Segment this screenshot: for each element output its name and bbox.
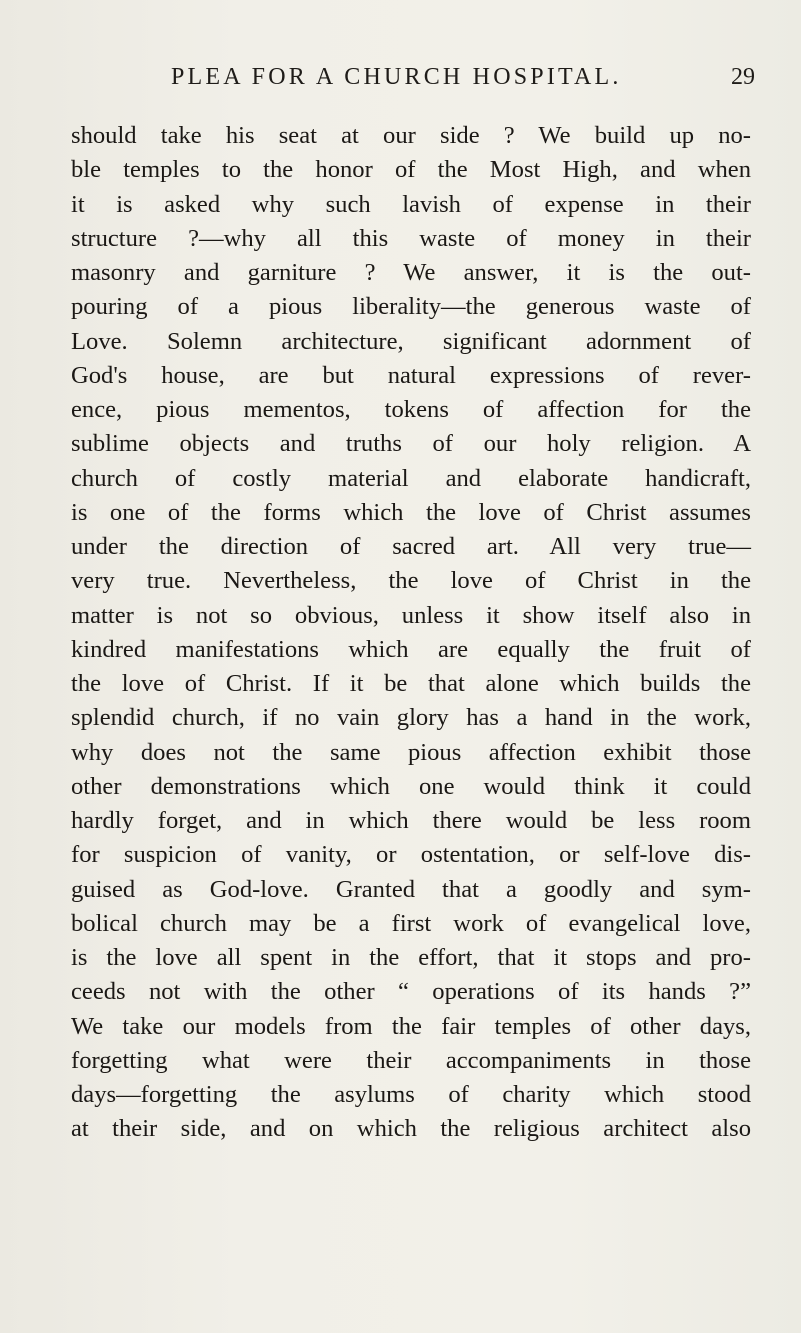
text-line: ble temples to the honor of the Most High, and when: [71, 156, 751, 184]
text-line: masonry and garniture ? We answer, it is the out-: [71, 259, 751, 286]
text-line: kindred manifestations which are equally the fruit of: [71, 635, 751, 663]
text-line: days—forgetting the asylums of charity which stood: [71, 1081, 751, 1108]
text-line: for suspicion of vanity, or ostentation, or self-love dis-: [71, 841, 751, 869]
text-line: it is asked why such lavish of expense in their: [71, 190, 751, 218]
text-line: sublime objects and truths of our holy religion. A: [71, 430, 751, 458]
text-line: God's house, are but natural expressions of rever-: [71, 361, 751, 389]
text-line: under the direction of sacred art. All very true—: [71, 533, 751, 560]
text-line: ence, pious mementos, tokens of affection for the: [71, 396, 751, 423]
text-line: bolical church may be a first work of evangelical love,: [71, 909, 751, 937]
text-line: church of costly material and elaborate handicraft,: [71, 464, 751, 492]
text-line: guised as God-love. Granted that a goodly and sym-: [71, 875, 751, 903]
text-line: Love. Solemn architecture, significant adornment of: [71, 327, 751, 355]
text-line: forgetting what were their accompaniments in those: [71, 1046, 751, 1074]
text-line: is one of the forms which the love of Christ assumes: [71, 498, 751, 526]
running-head: [156, 64, 756, 104]
text-line: is the love all spent in the effort, that it stops and pro-: [71, 944, 751, 971]
text-line: hardly forget, and in which there would be less room: [71, 807, 751, 834]
text-line: pouring of a pious liberality—the generous waste of: [71, 293, 751, 321]
text-line: splendid church, if no vain glory has a hand in the work,: [71, 704, 751, 732]
text-line: the love of Christ. If it be that alone which builds the: [71, 670, 751, 697]
text-line: matter is not so obvious, unless it show itself also in: [71, 601, 751, 629]
text-line: ceeds not with the other “ operations of its hands ?”: [71, 978, 751, 1006]
text-line: very true. Nevertheless, the love of Christ in the: [71, 567, 751, 595]
body-text: [71, 119, 751, 1147]
text-line: other demonstrations which one would think it could: [71, 772, 751, 800]
text-line: structure ?—why all this waste of money in their: [71, 224, 751, 252]
text-line: We take our models from the fair temples of other days,: [71, 1012, 751, 1040]
page-number: 29: [731, 64, 755, 90]
text-line: should take his seat at our side ? We build up no-: [71, 122, 751, 149]
text-line: why does not the same pious affection exhibit those: [71, 738, 751, 766]
running-head-title: PLEA FOR A CHURCH HOSPITAL.: [171, 64, 622, 90]
text-line: at their side, and on which the religious architect also: [71, 1115, 751, 1143]
